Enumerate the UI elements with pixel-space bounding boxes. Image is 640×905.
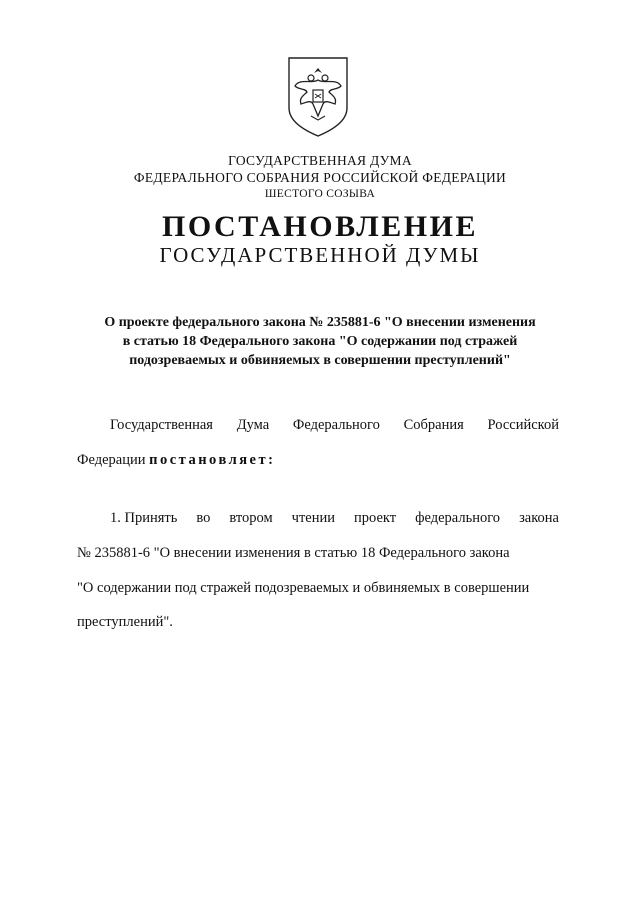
item1-word: проект — [354, 510, 397, 526]
item1-word: чтении — [291, 510, 336, 526]
item1-line-4: преступлений". — [77, 614, 173, 630]
preamble-word: Федерального — [292, 417, 380, 433]
document-subtitle: ГОСУДАРСТВЕННОЙ ДУМЫ — [159, 243, 481, 267]
preamble-word: Государственная — [110, 417, 213, 433]
header-line-duma: ГОСУДАРСТВЕННАЯ ДУМА — [228, 153, 412, 168]
preamble-word: Федерации — [77, 452, 150, 468]
preamble-line-1 — [110, 417, 559, 434]
subject-line: в статью 18 Федерального закона "О содержании под стражей — [122, 334, 518, 349]
item1-word: во — [196, 510, 211, 526]
preamble-word: Собрания — [403, 417, 464, 433]
item1-line-2: № 235881-6 "О внесении изменения в статью 18 Федерального закона — [77, 545, 510, 561]
item1-word: 1. Принять — [110, 510, 178, 526]
item1-line-3: "О содержании под стражей подозреваемых и обвиняемых в совершении — [77, 580, 530, 596]
preamble-word: Дума — [236, 417, 270, 433]
header-line-federal-assembly: ФЕДЕРАЛЬНОГО СОБРАНИЯ РОССИЙСКОЙ ФЕДЕРАЦИИ — [133, 170, 507, 185]
preamble-line-2 — [77, 452, 559, 469]
subject-line: О проекте федерального закона № 235881-6 "О внесении изменения — [104, 315, 536, 330]
preamble-word: Российской — [487, 417, 559, 433]
item1-word: закона — [519, 510, 559, 526]
document-title: ПОСТАНОВЛЕНИЕ — [162, 210, 478, 243]
item1-line-1 — [110, 510, 559, 527]
subject-line: подозреваемых и обвиняемых в совершении преступлений" — [129, 353, 511, 368]
decree-verb: постановляет: — [149, 452, 276, 468]
item1-word: втором — [229, 510, 273, 526]
header-line-convocation: ШЕСТОГО СОЗЫВА — [264, 188, 376, 200]
coat-of-arms-icon — [285, 54, 351, 138]
item1-word: федерального — [415, 510, 501, 526]
resolution-subject — [40, 313, 600, 370]
